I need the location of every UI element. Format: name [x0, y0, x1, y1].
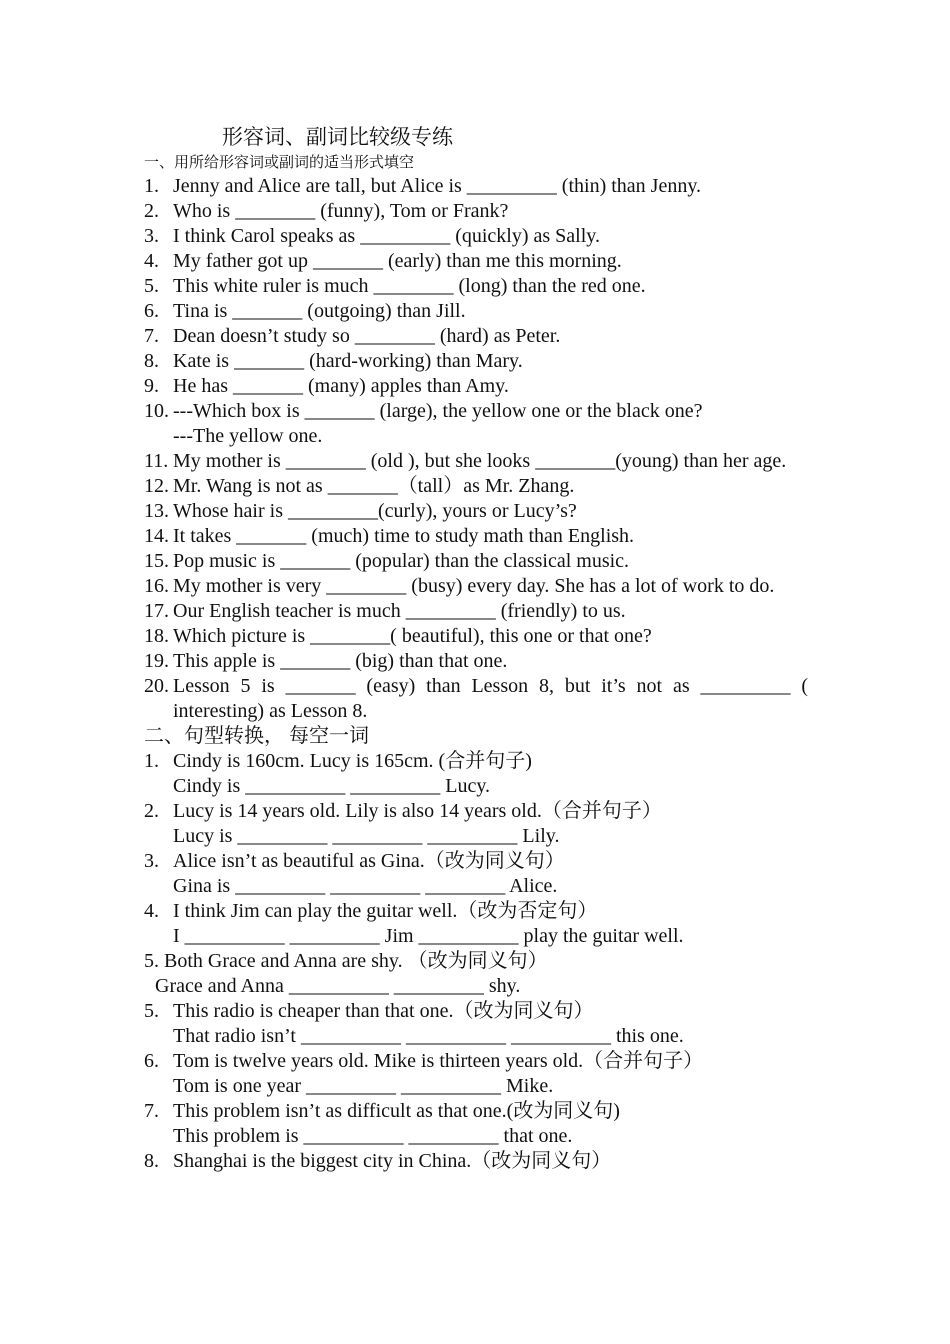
answer-line-6: Tom is one year _________ __________ Mike.: [173, 1075, 554, 1097]
answer-line-2: Lucy is _________ _________ _________ Lily.: [173, 825, 560, 847]
item-number: 16.: [144, 575, 169, 597]
item-continuation: ---The yellow one.: [173, 425, 323, 447]
item-text: Lesson 5 is _______ (easy) than Lesson 8, but it’s not as _________ ( interesting) as Lesson 8.: [173, 675, 808, 722]
answer-line-5a: Grace and Anna __________ _________ shy.: [155, 975, 521, 997]
item-text: This problem isn’t as difficult as that one.(改为同义句): [173, 1100, 620, 1122]
transform-item-4: [144, 899, 808, 924]
worksheet: [144, 122, 808, 1174]
transform-item-8: [144, 1149, 808, 1174]
exercise-item-14: [144, 524, 808, 549]
item-number: 5.: [144, 275, 159, 297]
answer-line-4: I __________ _________ Jim __________ play the guitar well.: [173, 925, 684, 947]
exercise-item-7: [144, 324, 808, 349]
item-text: Pop music is _______ (popular) than the classical music.: [173, 550, 630, 572]
answer-line-5b: That radio isn’t __________ __________ __________ this one.: [173, 1025, 684, 1047]
item-text: This white ruler is much ________ (long) than the red one.: [173, 275, 646, 297]
item-text: Kate is _______ (hard-working) than Mary.: [173, 350, 523, 372]
exercise-item-19: [144, 649, 808, 674]
exercise-item-2: [144, 199, 808, 224]
exercise-item-4: [144, 249, 808, 274]
item-text: He has _______ (many) apples than Amy.: [173, 375, 509, 397]
answer-line-1: Cindy is __________ _________ Lucy.: [173, 775, 491, 797]
item-text: Who is ________ (funny), Tom or Frank?: [173, 200, 509, 222]
item-number: 13.: [144, 500, 169, 522]
item-number: 20.: [144, 675, 169, 697]
item-text: Lucy is 14 years old. Lily is also 14 years old.（合并句子）: [173, 800, 662, 822]
section1-heading: 一、用所给形容词或副词的适当形式填空: [144, 155, 415, 171]
item-text: I think Carol speaks as _________ (quickly) as Sally.: [173, 225, 600, 247]
item-text: I think Jim can play the guitar well.（改为否定句）: [173, 900, 598, 922]
item-number: 14.: [144, 525, 169, 547]
exercise-item-9: [144, 374, 808, 399]
transform-item-5b: [144, 999, 808, 1024]
item-number: 7.: [144, 325, 159, 347]
item-number: 2.: [144, 200, 159, 222]
item-number: 10.: [144, 400, 169, 422]
item-text: My mother is very ________ (busy) every day. She has a lot of work to do.: [173, 575, 775, 597]
exercise-item-6: [144, 299, 808, 324]
item-text: This radio is cheaper than that one.（改为同义句）: [173, 1000, 594, 1022]
item-text: This apple is _______ (big) than that one.: [173, 650, 508, 672]
item-text: My mother is ________ (old ), but she looks ________(young) than her age.: [173, 450, 787, 472]
item-number: 3.: [144, 225, 159, 247]
item-number: 6.: [144, 300, 159, 322]
answer-line-3: Gina is _________ _________ ________ Alice.: [173, 875, 558, 897]
exercise-item-11: [144, 449, 808, 474]
item-number: 15.: [144, 550, 169, 572]
item-text: Which picture is ________( beautiful), this one or that one?: [173, 625, 652, 647]
exercise-item-15: [144, 549, 808, 574]
exercise-item-20: [144, 674, 808, 724]
exercise-item-8: [144, 349, 808, 374]
item-number: 7.: [144, 1100, 159, 1122]
item-number: 1.: [144, 750, 159, 772]
item-number: 17.: [144, 600, 169, 622]
item-text: Cindy is 160cm. Lucy is 165cm. (合并句子): [173, 750, 532, 772]
item-number: 4.: [144, 250, 159, 272]
item-number: 9.: [144, 375, 159, 397]
exercise-item-10: [144, 399, 808, 424]
item-number: 3.: [144, 850, 159, 872]
exercise-item-12: [144, 474, 808, 499]
transform-item-6: [144, 1049, 808, 1074]
exercise-item-13: [144, 499, 808, 524]
item-number: 8.: [144, 350, 159, 372]
item-number: 1.: [144, 175, 159, 197]
item-number: 4.: [144, 900, 159, 922]
item-number: 12.: [144, 475, 169, 497]
item-text: Alice isn’t as beautiful as Gina.（改为同义句）: [173, 850, 565, 872]
item-number: 19.: [144, 650, 169, 672]
transform-item-3: [144, 849, 808, 874]
item-text: It takes _______ (much) time to study math than English.: [173, 525, 635, 547]
item-text: ---Which box is _______ (large), the yellow one or the black one?: [173, 400, 703, 422]
exercise-item-18: [144, 624, 808, 649]
transform-item-5a: 5. Both Grace and Anna are shy. （改为同义句）: [144, 950, 548, 972]
item-text: Tina is _______ (outgoing) than Jill.: [173, 300, 466, 322]
transform-item-1: [144, 749, 808, 774]
item-text: Dean doesn’t study so ________ (hard) as Peter.: [173, 325, 561, 347]
transform-item-2: [144, 799, 808, 824]
item-number: 18.: [144, 625, 169, 647]
exercise-item-16: [144, 574, 808, 599]
item-text: Jenny and Alice are tall, but Alice is _________ (thin) than Jenny.: [173, 175, 702, 197]
item-text: Tom is twelve years old. Mike is thirteen years old.（合并句子）: [173, 1050, 704, 1072]
item-number: 8.: [144, 1150, 159, 1172]
item-text: Shanghai is the biggest city in China.（改为同义句）: [173, 1150, 612, 1172]
item-text: Our English teacher is much _________ (friendly) to us.: [173, 600, 626, 622]
item-number: 2.: [144, 800, 159, 822]
section2-heading: 二、句型转换， 每空一词: [144, 725, 369, 747]
item-number: 11.: [144, 450, 169, 472]
worksheet-title: 形容词、副词比较级专练: [222, 125, 453, 149]
item-text: Whose hair is _________(curly), yours or Lucy’s?: [173, 500, 577, 522]
transform-item-7: [144, 1099, 808, 1124]
item-number: 5.: [144, 1000, 159, 1022]
item-number: 6.: [144, 1050, 159, 1072]
exercise-item-3: [144, 224, 808, 249]
item-text: My father got up _______ (early) than me this morning.: [173, 250, 622, 272]
answer-line-7: This problem is __________ _________ that one.: [173, 1125, 573, 1147]
exercise-item-17: [144, 599, 808, 624]
item-text: Mr. Wang is not as _______（tall）as Mr. Zhang.: [173, 475, 575, 497]
exercise-item-1: [144, 174, 808, 199]
exercise-item-5: [144, 274, 808, 299]
